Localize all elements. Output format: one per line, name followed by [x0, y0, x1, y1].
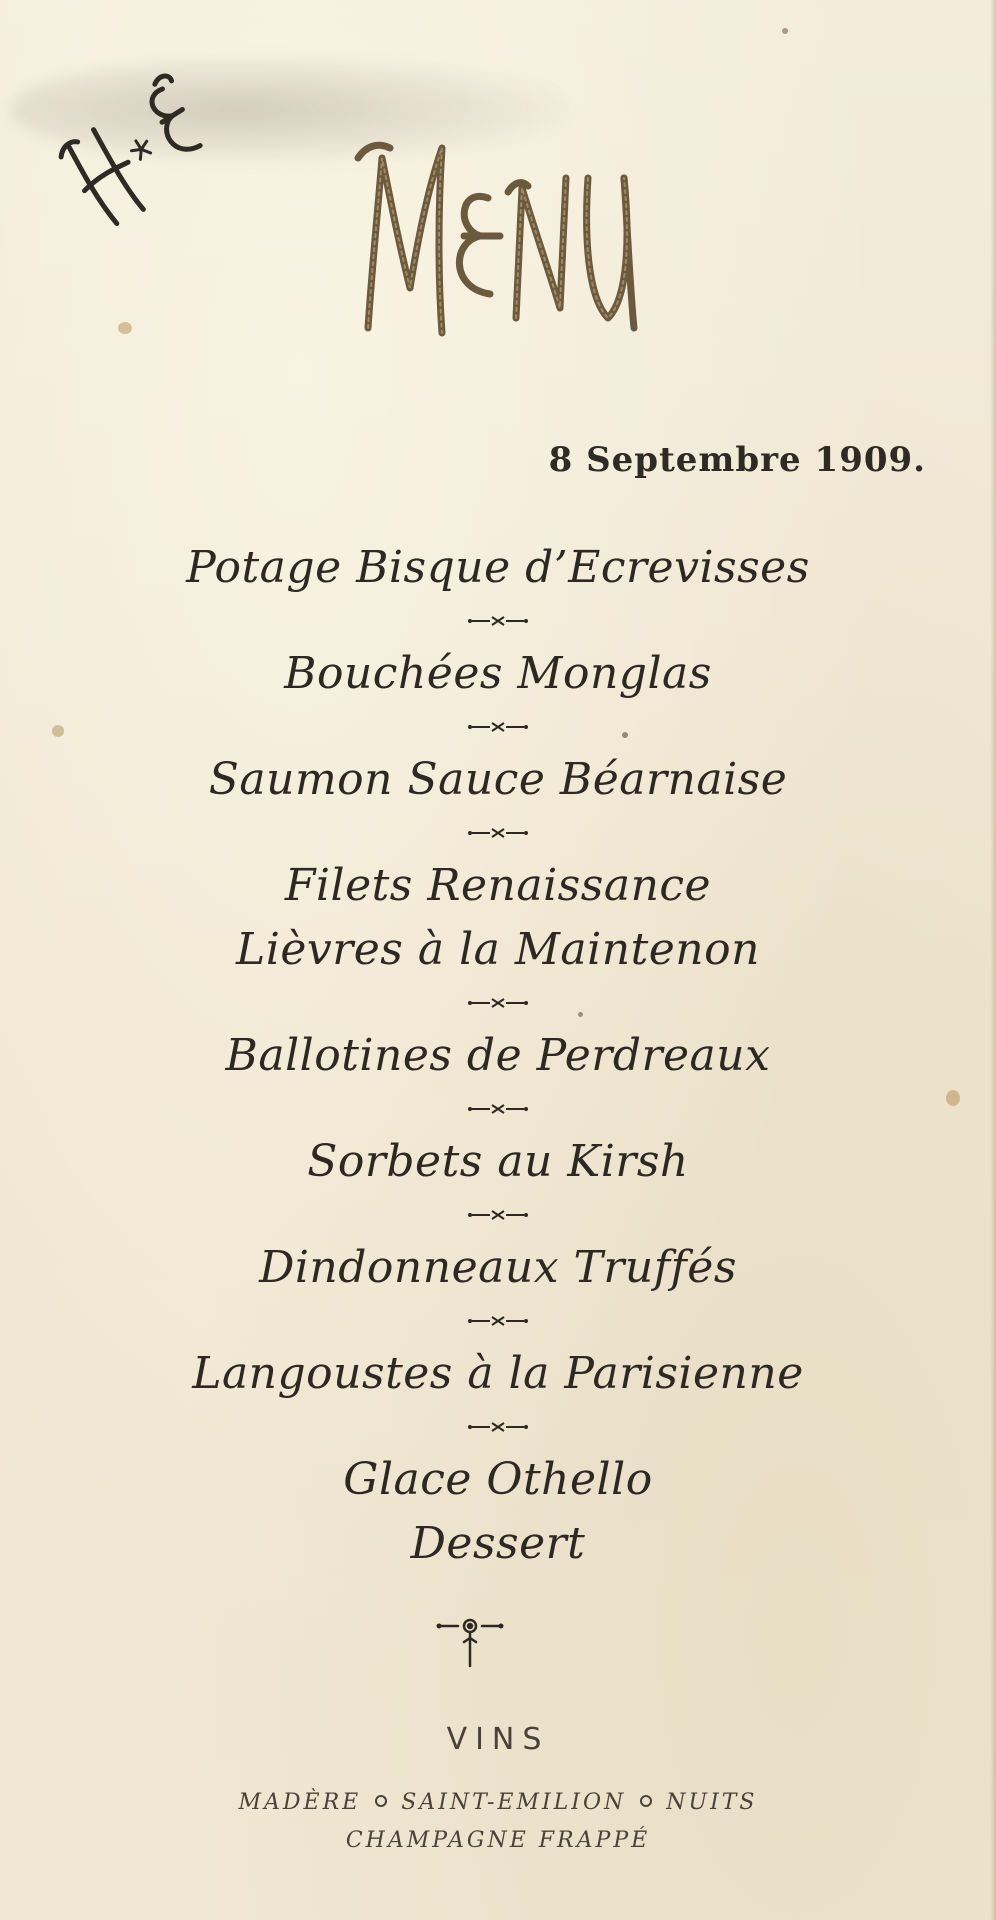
- course-item: Dindonneaux Truffés: [259, 1242, 737, 1293]
- wine-item: SAINT-EMILION: [401, 1790, 627, 1815]
- ornament-icon: [468, 1420, 528, 1434]
- wine-line-1: [0, 1784, 996, 1822]
- ornament-icon: [468, 1102, 528, 1116]
- ornament-icon: [468, 826, 528, 840]
- ornament-divider: [0, 702, 996, 752]
- menu-title-text: MENU: [338, 118, 342, 119]
- course-item: Lièvres à la Maintenon: [236, 924, 760, 975]
- foxing-spot: [782, 28, 788, 34]
- course-item: Potage Bisque d’Ecrevisses: [186, 542, 810, 593]
- ornament-icon: [468, 720, 528, 734]
- monogram-seal: [42, 52, 232, 252]
- end-ornament-icon: [436, 1612, 504, 1672]
- wine-item: NUITS: [666, 1790, 758, 1815]
- wines-heading: VINS: [446, 1722, 550, 1757]
- course-item: Bouchées Monglas: [284, 648, 712, 699]
- course-item: Filets Renaissance: [284, 860, 712, 911]
- course-list: [0, 540, 996, 1572]
- ornament-divider: [0, 978, 996, 1028]
- wine-list: [0, 1784, 996, 1860]
- ornament-divider: [0, 1084, 996, 1134]
- ornament-icon: [468, 1314, 528, 1328]
- ornament-divider: [0, 1402, 996, 1452]
- ornament-icon: [468, 1208, 528, 1222]
- ornament-divider: [0, 596, 996, 646]
- course-item: Dessert: [410, 1518, 586, 1569]
- ornament-divider: [0, 1296, 996, 1346]
- course-item: Sorbets au Kirsh: [307, 1136, 689, 1187]
- bullet-ring-icon: [375, 1795, 387, 1807]
- wine-line-2: CHAMPAGNE FRAPPÉ: [345, 1828, 651, 1853]
- course-item: Saumon Sauce Béarnaise: [208, 754, 788, 805]
- wine-item: MADÈRE: [238, 1790, 362, 1815]
- foxing-spot: [118, 322, 132, 334]
- bullet-ring-icon: [640, 1795, 652, 1807]
- ornament-divider: [0, 1190, 996, 1240]
- course-item: Ballotines de Perdreaux: [225, 1030, 771, 1081]
- ornament-divider: [0, 808, 996, 858]
- menu-title-lettering: [338, 118, 648, 368]
- menu-date: 8 Septembre 1909.: [548, 440, 926, 480]
- ornament-icon: [468, 614, 528, 628]
- course-item: Glace Othello: [343, 1454, 653, 1505]
- course-item: Langoustes à la Parisienne: [192, 1348, 804, 1399]
- ornament-icon: [468, 996, 528, 1010]
